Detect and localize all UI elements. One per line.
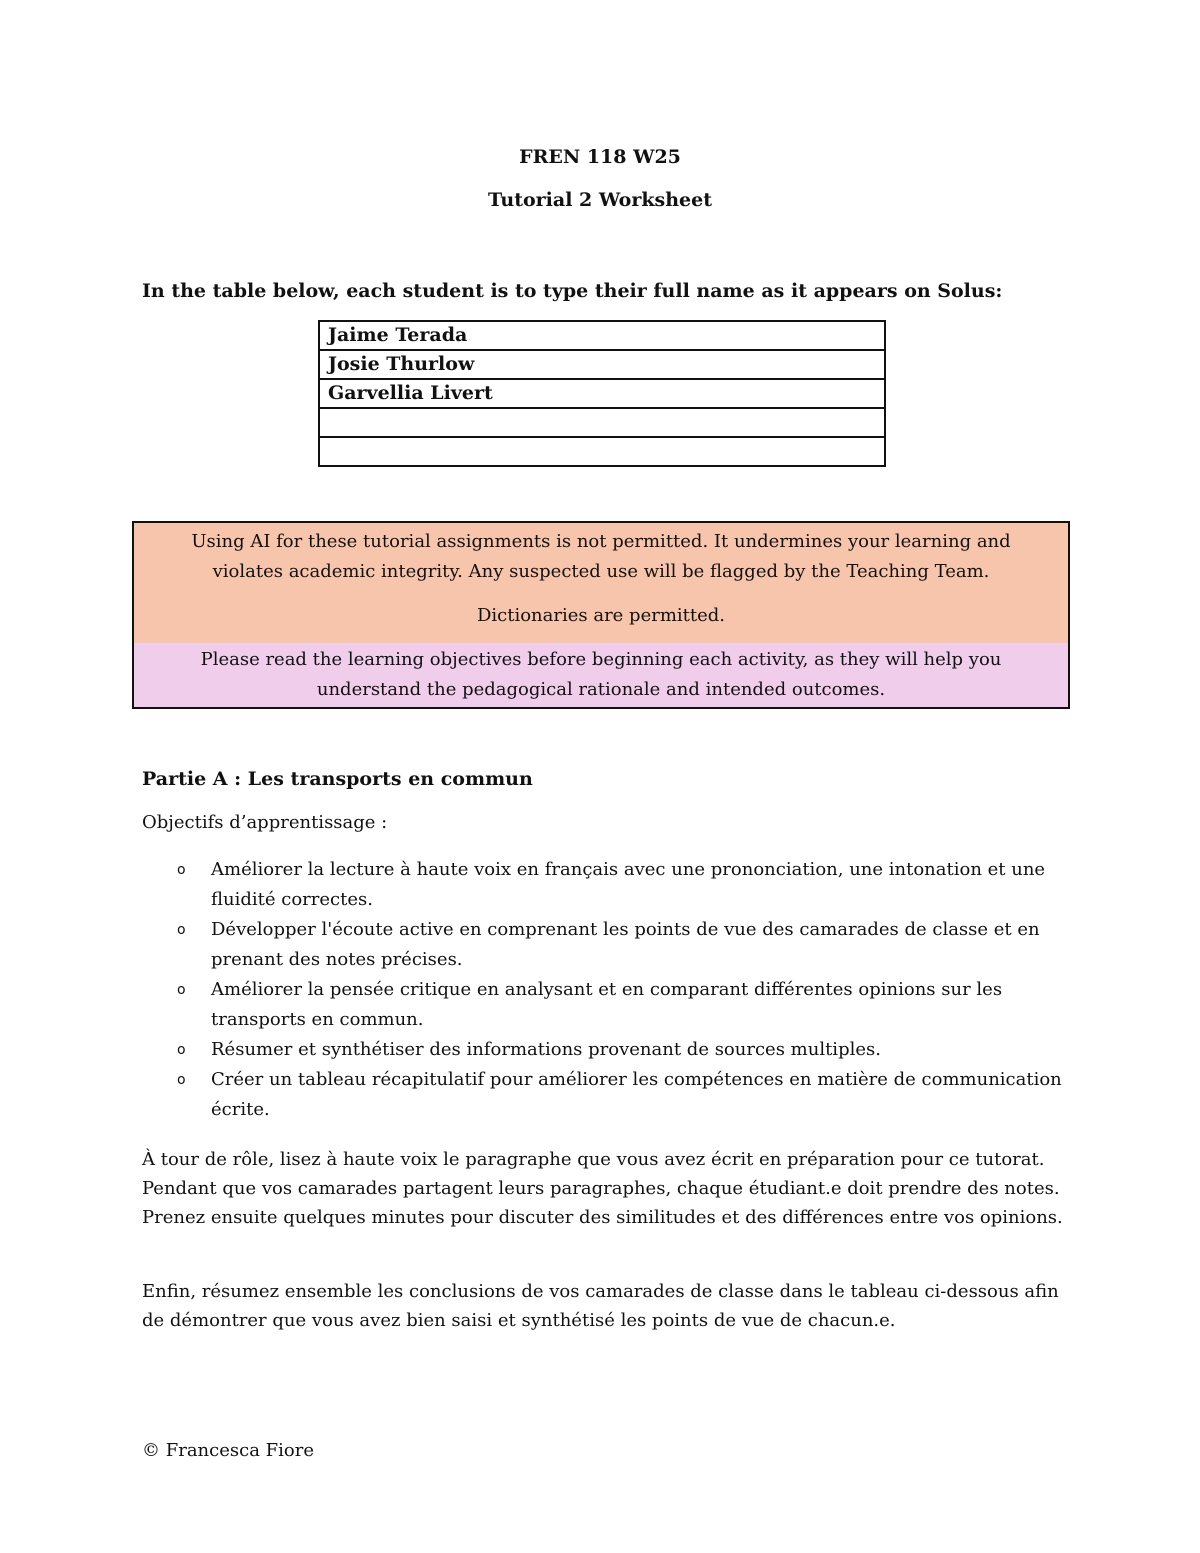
dictionaries-note: Dictionaries are permitted. <box>476 605 726 626</box>
worksheet-title: Tutorial 2 Worksheet <box>488 189 712 211</box>
objectives-label: Objectifs d’apprentissage : <box>142 812 388 833</box>
policy-notice-box <box>132 521 1070 709</box>
list-item <box>142 975 1072 1035</box>
ai-policy-text: Using AI for these tutorial assignments is not permitted. It undermines your learning and violates academic integrity. Any suspected use will be flagged by the Teaching Team. <box>191 531 1011 582</box>
copyright-footer: © Francesca Fiore <box>142 1440 314 1461</box>
summary-paragraph: Enfin, résumez ensemble les conclusions de vos camarades de classe dans le tableau ci-dessous afin de démontrer que vous avez bien saisi et synthétisé les points de vue de chacun.e. <box>142 1281 1059 1331</box>
list-item <box>142 915 1072 975</box>
table-row <box>319 437 885 466</box>
objectives-reminder: Please read the learning objectives before beginning each activity, as they will help you understand the pedagogical rationale and intended outcomes. <box>134 643 1068 707</box>
names-instruction: In the table below, each student is to type their full name as it appears on Solus: <box>142 280 1003 302</box>
objective-text: Développer l'écoute active en comprenant les points de vue des camarades de classe et en prenant des notes précises. <box>211 919 1040 970</box>
objective-text: Résumer et synthétiser des informations provenant de sources multiples. <box>211 1039 881 1060</box>
objective-text: Améliorer la pensée critique en analysant et en comparant différentes opinions sur les transports en commun. <box>211 979 1003 1030</box>
objectives-list <box>142 855 1072 1125</box>
table-row <box>319 408 885 437</box>
list-item <box>142 855 1072 915</box>
table-row <box>319 379 885 408</box>
table-row <box>319 350 885 379</box>
list-item <box>142 1065 1072 1125</box>
instructions-paragraph: À tour de rôle, lisez à haute voix le paragraphe que vous avez écrit en préparation pour ce tutorat. Pendant que vos camarades partagent leurs paragraphes, chaque étudiant.e doit prendre des notes. Prenez ensuite quelques minutes pour discuter des similitudes et des différences entre vos opinions. <box>142 1149 1063 1228</box>
objective-text: Créer un tableau récapitulatif pour améliorer les compétences en matière de communication écrite. <box>211 1069 1062 1120</box>
circle-bullet-icon: o <box>177 1072 186 1088</box>
student-name-cell[interactable]: Josie Thurlow <box>319 350 885 379</box>
student-name-cell[interactable]: Garvellia Livert <box>319 379 885 408</box>
circle-bullet-icon: o <box>177 1042 186 1058</box>
list-item <box>142 1035 1072 1065</box>
circle-bullet-icon: o <box>177 922 186 938</box>
table-row <box>319 321 885 350</box>
course-code: FREN 118 W25 <box>519 146 681 168</box>
student-name-cell[interactable] <box>319 408 885 437</box>
student-name-cell[interactable]: Jaime Terada <box>319 321 885 350</box>
student-name-cell[interactable] <box>319 437 885 466</box>
objective-text: Améliorer la lecture à haute voix en français avec une prononciation, une intonation et une fluidité correctes. <box>211 859 1046 910</box>
part-a-heading: Partie A : Les transports en commun <box>142 768 533 790</box>
circle-bullet-icon: o <box>177 862 186 878</box>
student-names-table <box>318 320 886 467</box>
ai-policy-notice <box>134 523 1068 643</box>
circle-bullet-icon: o <box>177 982 186 998</box>
